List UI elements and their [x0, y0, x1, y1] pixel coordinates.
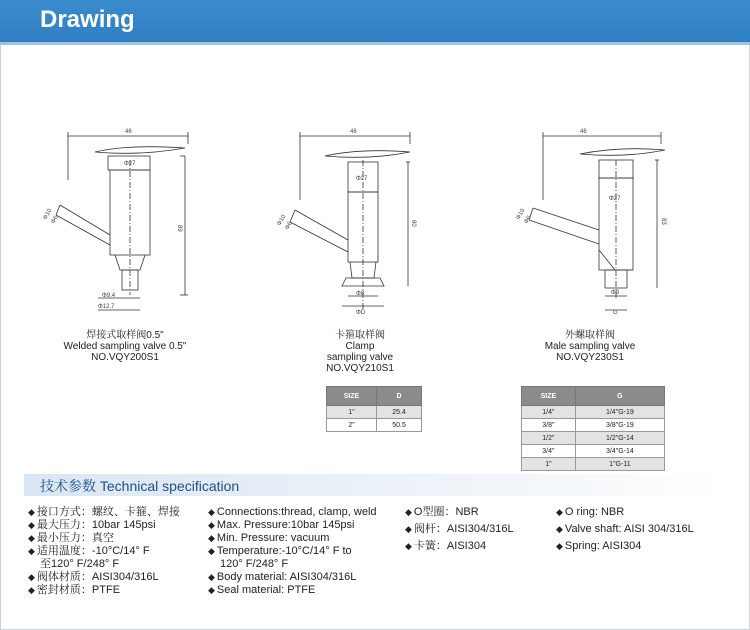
caption-line: 外螺取样阀 [565, 330, 615, 341]
spec-item: ◆ Connections:thread, clamp, weld [208, 506, 377, 518]
dim-d2: Φ10 [276, 214, 288, 227]
spec-item: ◆ Min. Pressure: vacuum [208, 532, 330, 544]
welded-valve-caption [30, 330, 220, 363]
spec-item: ◆ 适用温度：-10°C/14° F [28, 545, 150, 557]
male-size-table [521, 386, 665, 471]
table-cell: 3/8"G-19 [575, 419, 664, 432]
caption-line: NO.VQY210S1 [326, 363, 394, 374]
table-cell: 3/8" [522, 419, 576, 432]
spec-item: 120° F/248° F [220, 558, 289, 570]
dim-d2: Φ10 [515, 208, 527, 221]
dim-d4: Φ9.4 [102, 293, 116, 299]
spec-item: ◆ 密封材质：PTFE [28, 584, 121, 596]
table-cell: 50.5 [377, 419, 422, 432]
caption-line: Clamp [345, 341, 375, 352]
dim-d1: Φ27 [609, 196, 621, 202]
dim-height: 83 [660, 218, 666, 225]
caption-line: NO.VQY200S1 [91, 352, 159, 363]
dim-d3: Φ6 [50, 214, 60, 225]
table-cell: 3/4"G-14 [575, 445, 664, 458]
spec-item: ◆ Max. Pressure:10bar 145psi [208, 519, 355, 531]
dim-height: 80 [410, 220, 416, 227]
page-title: Drawing [40, 6, 135, 33]
spec-item: ◆ Seal material: PTFE [208, 584, 316, 596]
table-cell: 1"G-11 [575, 458, 664, 471]
dim-width: 46 [350, 129, 357, 135]
spec-col-cn-1 [28, 506, 198, 597]
tech-spec-bar [24, 474, 726, 496]
dim-d1: Φ27 [124, 161, 136, 167]
dim-width: 46 [580, 129, 587, 135]
spec-col-en-1 [208, 506, 398, 597]
spec-item: ◆ O型圈：NBR [405, 506, 479, 518]
caption-line: Male sampling valve [544, 341, 636, 352]
clamp-size-table [326, 386, 422, 432]
spec-col-cn-2 [405, 506, 545, 553]
welded-valve-drawing [40, 120, 200, 320]
caption-line: 焊接式取样阀0.5" [86, 330, 164, 341]
spec-item: ◆ 阀体材质：AISI304/316L [28, 571, 159, 583]
table-cell: 3/4" [522, 445, 576, 458]
header-divider [0, 42, 750, 45]
dim-d5: ΦD [356, 310, 366, 316]
table-header: SIZE [522, 387, 576, 406]
dim-d3: Φ6 [523, 214, 533, 225]
spec-item: ◆ 最小压力：真空 [28, 532, 114, 544]
table-cell: 1/4" [522, 406, 576, 419]
table-cell: 25.4 [377, 406, 422, 419]
dim-d4: Φ8 [356, 291, 365, 297]
table-cell: 1" [522, 458, 576, 471]
caption-line: 卡箍取样阀 [335, 330, 385, 341]
header-bar [0, 0, 750, 42]
male-valve-drawing [505, 120, 675, 320]
spec-col-en-2 [556, 506, 736, 553]
caption-line: sampling valve [326, 352, 394, 363]
spec-item: ◆ 接口方式：螺纹、卡箍、焊接 [28, 506, 180, 518]
dim-d4: Φ8 [611, 290, 620, 296]
dim-d5: G [613, 310, 618, 316]
dim-width: 46 [125, 129, 132, 135]
table-cell: 2" [327, 419, 377, 432]
tech-spec-title: 技术参数 Technical specification [40, 478, 240, 494]
spec-item: ◆ Temperature:-10°C/14° F to [208, 545, 352, 557]
table-cell: 1/2"G-14 [575, 432, 664, 445]
table-cell: 1" [327, 406, 377, 419]
spec-item: ◆ Spring: AISI304 [556, 540, 642, 552]
table-cell: 1/2" [522, 432, 576, 445]
spec-item: ◆ 最大压力：10bar 145psi [28, 519, 156, 531]
spec-item: ◆ Body material: AISI304/316L [208, 571, 357, 583]
caption-line: NO.VQY230S1 [556, 352, 624, 363]
spec-item: 至120° F/248° F [40, 558, 120, 570]
spec-item: ◆ Valve shaft: AISI 304/316L [556, 523, 694, 535]
table-header: D [377, 387, 422, 406]
dim-d3: Φ6 [284, 220, 294, 231]
table-header: SIZE [327, 387, 377, 406]
spec-item: ◆ 阀杆：AISI304/316L [405, 523, 514, 535]
dim-d2: Φ10 [42, 208, 54, 221]
male-valve-caption [510, 330, 670, 363]
spec-item: ◆ 卡簧：AISI304 [405, 540, 487, 552]
dim-d5: Φ12.7 [98, 304, 115, 310]
caption-line: Welded sampling valve 0.5" [63, 341, 187, 352]
clamp-valve-drawing [270, 120, 430, 320]
spec-item: ◆ O ring: NBR [556, 506, 625, 518]
table-header: G [575, 387, 664, 406]
table-cell: 1/4"G-19 [575, 406, 664, 419]
clamp-valve-caption [280, 330, 440, 374]
dim-d1: Φ27 [356, 176, 368, 182]
dim-height: 89 [176, 225, 182, 232]
